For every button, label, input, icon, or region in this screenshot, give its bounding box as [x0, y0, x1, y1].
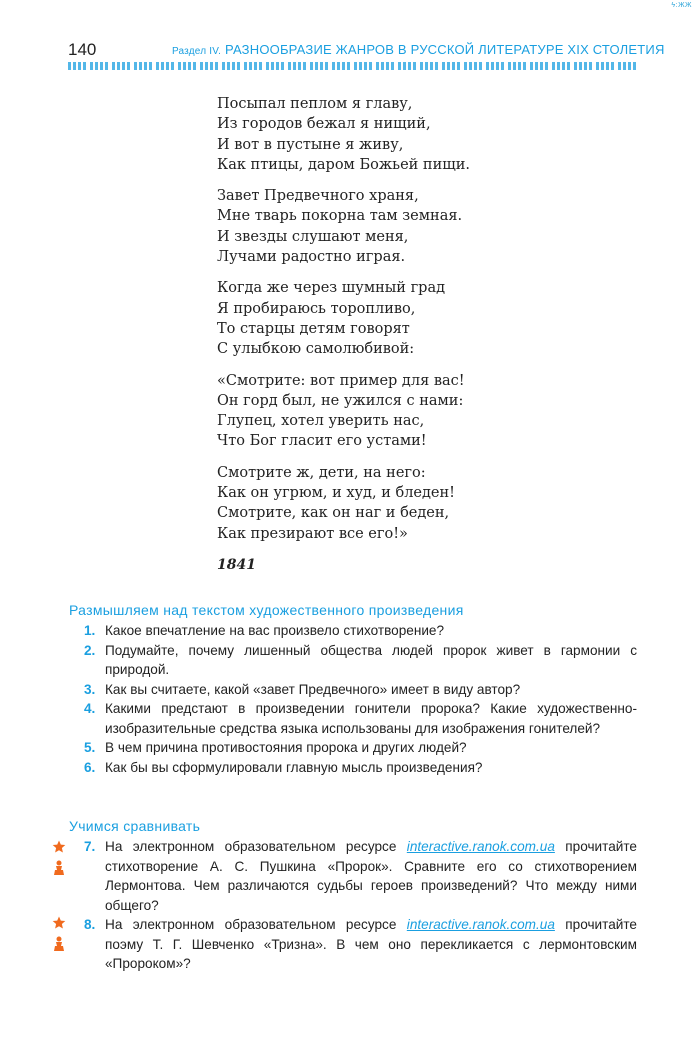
stanza	[217, 371, 470, 452]
question-number: 6.	[84, 759, 96, 775]
task-number: 8.	[84, 917, 96, 932]
task-number: 7.	[84, 839, 96, 854]
task-text: прочитайте стихотворение А. С. Пушкина «Пророк». Сравните его со стихотворением Лермонтова. Чем различаются судьбы героев произведений? Что между ними общего?	[105, 839, 637, 913]
poem-line: Лучами радостно играя.	[217, 249, 406, 266]
question-number: 3.	[84, 681, 96, 697]
task-text: прочитайте поэму Т. Г. Шевченко «Тризна». В чем оно перекликается с лермонтовским «Пророком»?	[105, 917, 637, 971]
question-item	[84, 680, 637, 700]
task-list	[84, 837, 637, 974]
header-ornament	[68, 62, 638, 70]
question-text: Как вы считаете, какой «завет Предвечного» имеет в виду автор?	[105, 681, 521, 697]
person-icon	[53, 936, 65, 952]
poem-line: Как презирают все его!»	[217, 525, 408, 542]
section-prefix: Раздел IV.	[172, 46, 222, 57]
page-number: 140	[68, 40, 97, 59]
section-heading-reflection: Размышляем над текстом художественного произведения	[69, 602, 464, 618]
task-item	[84, 837, 637, 915]
task-7-icons	[52, 840, 68, 876]
stanza	[217, 463, 470, 544]
corner-mark: ϟ:ЖЖ	[671, 2, 692, 9]
section-heading-compare: Учимся сравнивать	[69, 818, 201, 834]
question-item	[84, 621, 637, 641]
poem-line: Смотрите, как он наг и беден,	[217, 505, 450, 522]
question-text: Какое впечатление на вас произвело стихотворение?	[105, 623, 445, 638]
question-item	[84, 738, 637, 758]
question-text: Как бы вы сформулировали главную мысль произведения?	[105, 759, 483, 775]
poem	[217, 94, 470, 575]
task-prefix: На электронном образовательном ресурсе	[105, 839, 407, 854]
question-number: 4.	[84, 701, 96, 716]
star-icon	[52, 916, 66, 930]
question-item	[84, 699, 637, 738]
question-item	[84, 758, 637, 778]
task-item	[84, 915, 637, 974]
person-icon	[53, 860, 65, 876]
poem-line: «Смотрите: вот пример для вас!	[217, 372, 465, 389]
stanza	[217, 186, 470, 267]
section-title: РАЗНООБРАЗИЕ ЖАНРОВ В РУССКОЙ ЛИТЕРАТУРЕ XIX СТОЛЕТИЯ	[221, 42, 665, 57]
question-number: 1.	[84, 623, 96, 638]
question-text: В чем причина противостояния пророка и других людей?	[105, 740, 467, 755]
poem-line: То старцы детям говорят	[217, 320, 410, 337]
poem-year: 1841	[217, 556, 256, 573]
poem-line: Что Бог гласит его устами!	[217, 433, 427, 450]
question-text: Подумайте, почему лишенный общества людей пророк живет в гармонии с природой.	[105, 642, 637, 677]
poem-line: Посыпал пеплом я главу,	[217, 96, 413, 112]
poem-line: Когда же через шумный град	[217, 280, 446, 297]
question-number: 5.	[84, 740, 96, 755]
poem-line: Я пробираюсь торопливо,	[217, 300, 416, 317]
poem-line: Как птицы, даром Божьей пищи.	[217, 156, 470, 173]
stanza	[217, 278, 470, 359]
task-prefix: На электронном образовательном ресурсе	[105, 917, 407, 932]
poem-line: Мне тварь покорна там земная.	[217, 208, 463, 225]
poem-line: И вот в пустыне я живу,	[217, 136, 404, 153]
question-list	[84, 621, 637, 777]
running-head	[172, 42, 665, 57]
question-number: 2.	[84, 642, 96, 658]
poem-line: Глупец, хотел уверить нас,	[217, 413, 425, 430]
poem-line: Завет Предвечного храня,	[217, 188, 419, 205]
poem-line: Он горд был, не ужился с нами:	[217, 392, 464, 409]
task-8-icons	[52, 916, 68, 952]
question-text: Какими предстают в произведении гонители пророка? Какие художественно-изобразительные средства языка использованы для изображения гонителей?	[105, 701, 637, 736]
resource-link[interactable]: interactive.ranok.com.ua	[406, 917, 555, 932]
question-item	[84, 641, 637, 680]
resource-link[interactable]: interactive.ranok.com.ua	[406, 839, 555, 854]
poem-line: Как он угрюм, и худ, и бледен!	[217, 485, 455, 502]
stanza	[217, 94, 470, 175]
poem-line: Смотрите ж, дети, на него:	[217, 464, 426, 481]
poem-line: И звезды слушают меня,	[217, 228, 409, 245]
star-icon	[52, 840, 66, 854]
poem-line: Из городов бежал я нищий,	[217, 116, 431, 133]
poem-line: С улыбкою самолюбивой:	[217, 341, 415, 358]
